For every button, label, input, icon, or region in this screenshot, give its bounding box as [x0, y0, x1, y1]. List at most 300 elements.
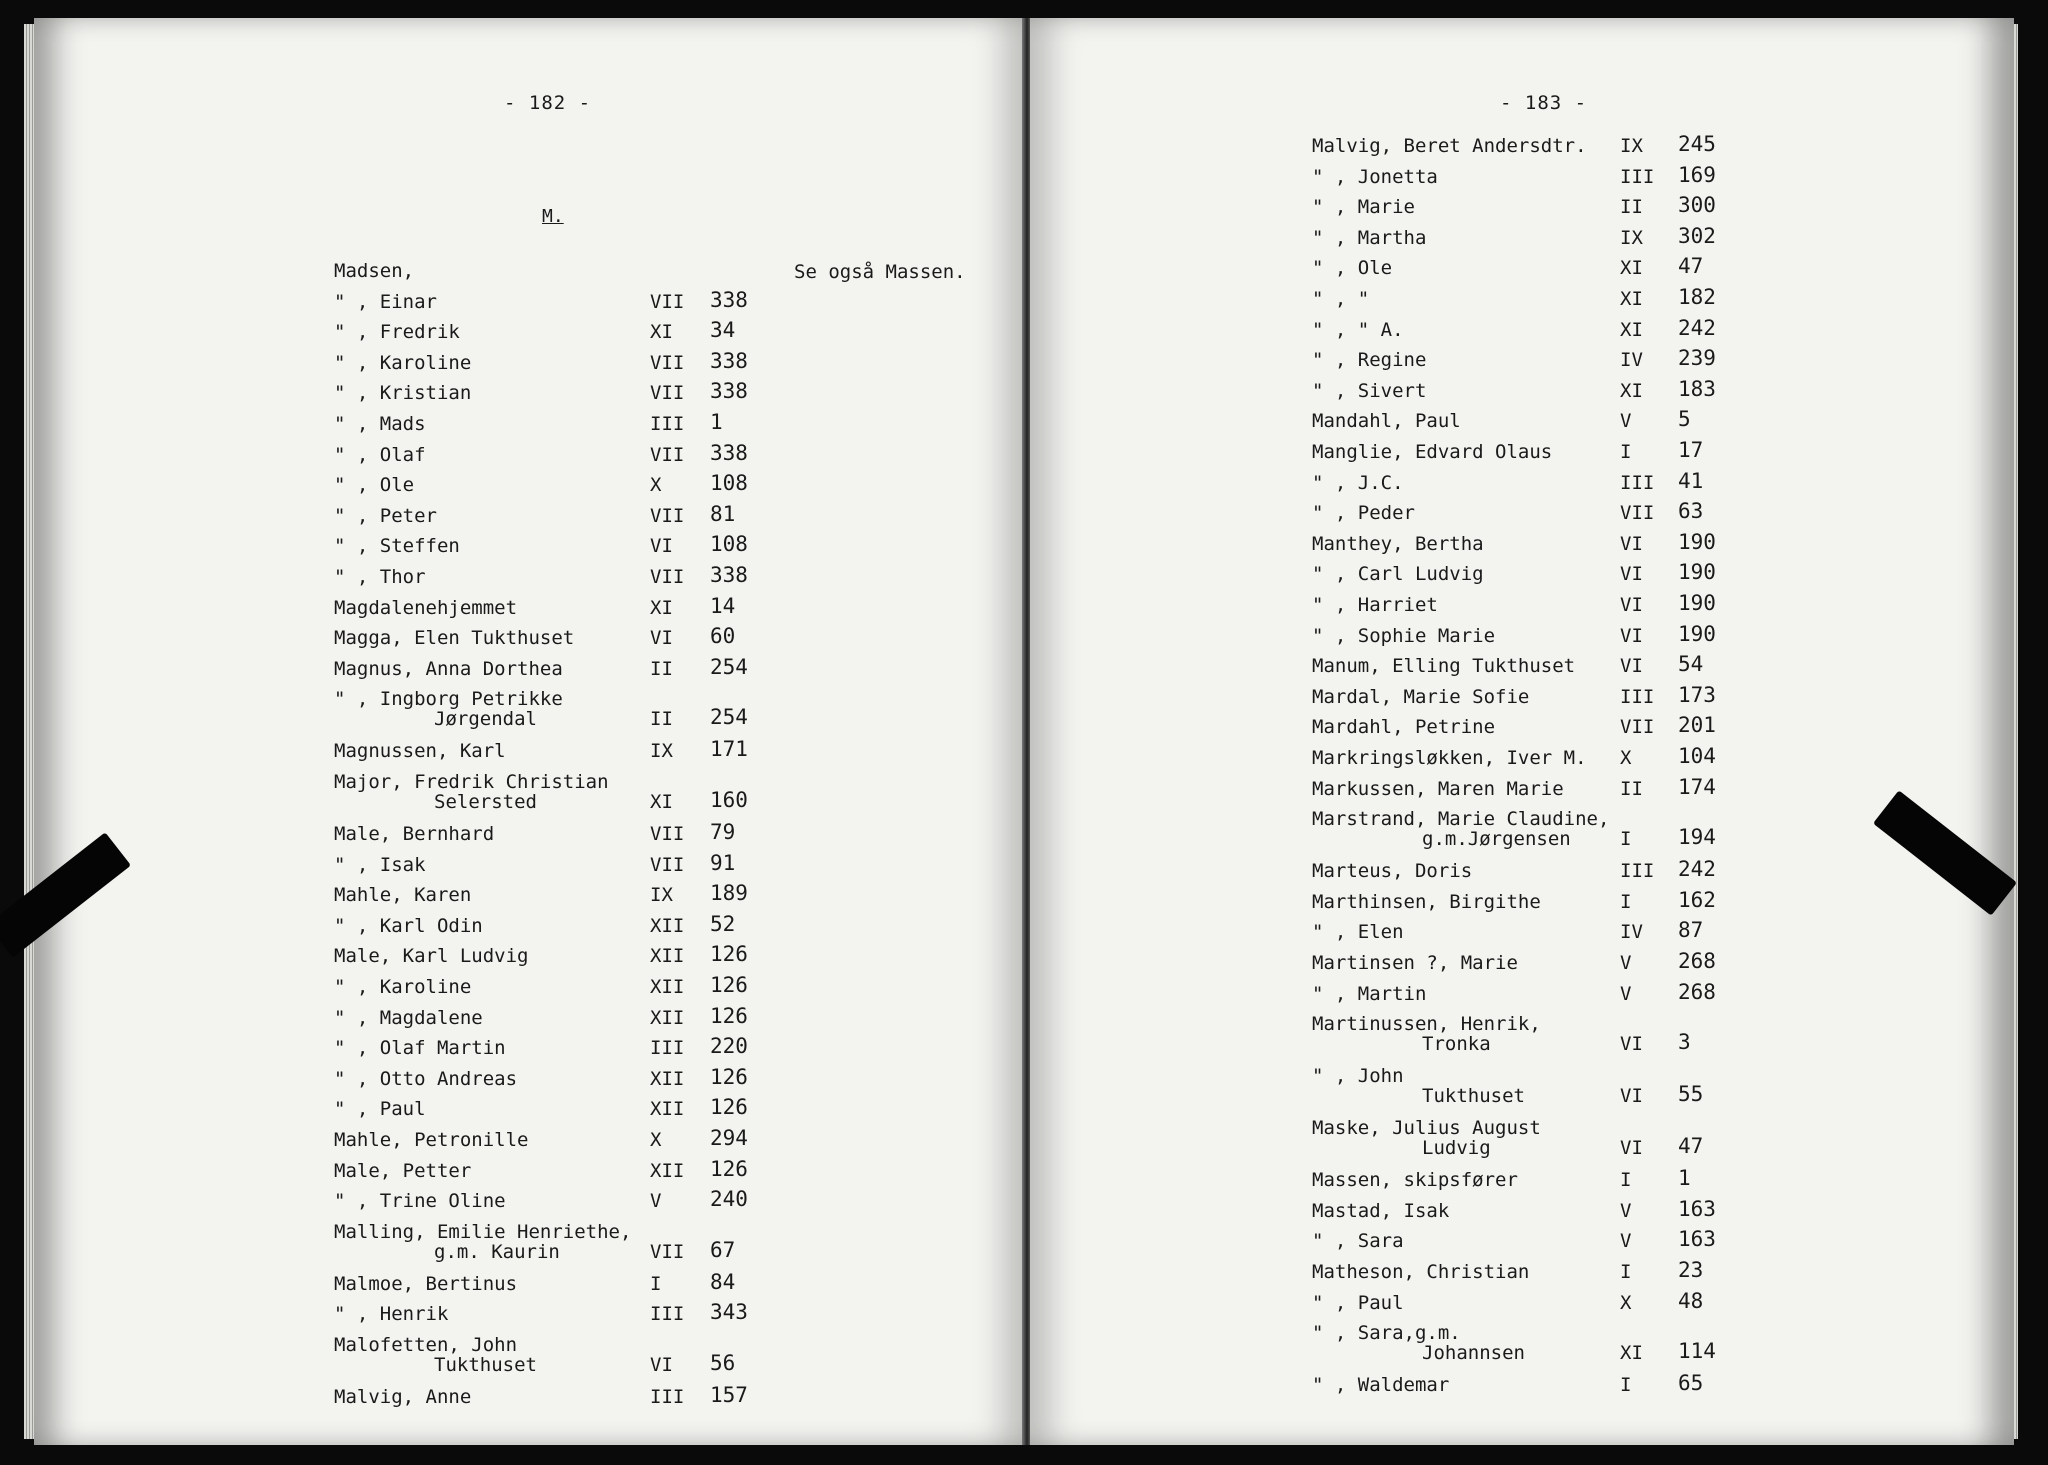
page-reference: 338	[710, 348, 748, 373]
page-reference: 126	[710, 1003, 748, 1028]
volume-number: VI	[1620, 624, 1643, 647]
entry-name: " , " A.	[1312, 318, 1404, 341]
entry-name: " , Jonetta	[1312, 165, 1438, 188]
index-entry	[334, 973, 770, 999]
entry-name-continuation: Tukthuset	[1422, 1085, 1525, 1108]
page-reference: 126	[710, 1095, 748, 1120]
page-reference: 343	[710, 1300, 748, 1325]
index-entry	[334, 689, 770, 729]
entry-name: " , Kristian	[334, 382, 472, 405]
volume-number: VII	[650, 382, 685, 405]
index-entry	[334, 1187, 770, 1213]
page-reference: 239	[1678, 346, 1716, 371]
entry-name: " , Steffen	[334, 535, 460, 558]
page-reference: 169	[1678, 162, 1716, 187]
entry-name: " , Karoline	[334, 976, 472, 999]
entry-name: " , Peder	[1312, 502, 1415, 525]
index-entry	[1312, 407, 1738, 433]
index-entry	[334, 737, 770, 763]
index-entry	[1312, 1196, 1738, 1222]
volume-number: V	[1620, 952, 1632, 975]
entry-name: " , Carl Ludvig	[1312, 563, 1484, 586]
volume-number: VI	[1620, 1137, 1643, 1160]
page-reference: 5	[1678, 407, 1691, 432]
page-reference: 65	[1678, 1371, 1704, 1396]
volume-number: X	[650, 1129, 662, 1152]
volume-number: VII	[650, 1240, 685, 1263]
index-entry	[1312, 132, 1738, 157]
index-entry	[1312, 979, 1738, 1005]
page-reference: 194	[1678, 825, 1716, 850]
index-entry	[1312, 621, 1738, 647]
page-reference: 174	[1678, 774, 1716, 799]
page-reference: 47	[1678, 254, 1704, 279]
page-reference: 190	[1678, 560, 1716, 585]
index-entry	[1312, 346, 1738, 372]
page-reference: 87	[1678, 918, 1704, 943]
volume-number: III	[650, 1037, 685, 1060]
entry-name: Marstrand, Marie Claudine,	[1312, 808, 1610, 831]
index-entry	[334, 1095, 770, 1121]
volume-number: II	[650, 708, 673, 731]
index-entry	[1312, 1014, 1738, 1054]
volume-number: XI	[1620, 379, 1643, 402]
entry-name: " , Elen	[1312, 921, 1404, 944]
volume-number: IX	[1620, 135, 1643, 157]
entry-name: " , Ingborg Petrikke	[334, 688, 563, 711]
section-heading: M.	[542, 206, 564, 227]
index-entry	[334, 410, 770, 435]
entry-name: Madsen,	[334, 260, 415, 282]
index-entry	[1312, 1371, 1738, 1397]
entry-name: " , Einar	[334, 290, 437, 313]
page-reference: 242	[1678, 315, 1716, 340]
entry-name: Male, Petter	[334, 1159, 472, 1182]
volume-number: VI	[1620, 655, 1643, 678]
volume-number: III	[650, 413, 685, 435]
volume-number: I	[1620, 1261, 1632, 1284]
volume-number: IV	[1620, 349, 1643, 372]
index-entry	[1312, 918, 1738, 944]
entry-name: " , Paul	[334, 1098, 426, 1121]
volume-number: X	[1620, 747, 1632, 769]
volume-number: XII	[650, 914, 685, 937]
page-reference: 268	[1678, 949, 1716, 974]
page-reference: 47	[1678, 1134, 1704, 1159]
entry-name: Magnus, Anna Dorthea	[334, 657, 563, 680]
page-reference: 1	[1678, 1166, 1691, 1191]
index-entry	[1312, 560, 1738, 586]
index-entry	[1312, 652, 1738, 678]
page-reference: 3	[1678, 1030, 1691, 1055]
entry-name: Malmoe, Bertinus	[334, 1272, 518, 1295]
page-reference: 163	[1678, 1227, 1716, 1252]
page-reference: 23	[1678, 1258, 1704, 1283]
volume-number: VI	[1620, 1085, 1643, 1108]
volume-number: VII	[650, 443, 685, 466]
entry-name: " , Ole	[1312, 257, 1393, 280]
index-entry	[334, 1300, 770, 1326]
volume-number: II	[1620, 196, 1643, 219]
page-reference: 126	[710, 1156, 748, 1181]
volume-number: III	[1620, 471, 1655, 494]
volume-number: VII	[650, 566, 685, 588]
entry-name-continuation: Tukthuset	[434, 1354, 537, 1377]
volume-number: II	[1620, 777, 1643, 800]
volume-number: XI	[1620, 318, 1643, 341]
volume-number: I	[1620, 1169, 1632, 1192]
left-page	[34, 18, 1024, 1445]
index-entry	[334, 1383, 770, 1409]
index-entry	[1312, 774, 1738, 800]
entry-name: Marteus, Doris	[1312, 860, 1473, 883]
cross-reference-note: Se også Massen.	[794, 261, 966, 283]
index-entry	[1312, 529, 1738, 555]
index-entry	[334, 850, 770, 876]
index-entry	[334, 654, 770, 680]
volume-number: VII	[650, 823, 685, 846]
volume-number: V	[1620, 410, 1632, 433]
index-entry	[334, 1222, 770, 1262]
entry-name: " , Peter	[334, 504, 437, 527]
entry-name: " , Regine	[1312, 349, 1427, 372]
index-entry	[1312, 744, 1738, 769]
entry-name: Manglie, Edvard Olaus	[1312, 441, 1553, 463]
entry-name: Malling, Emilie Henriethe,	[334, 1220, 632, 1243]
page-reference: 183	[1678, 376, 1716, 401]
page-reference: 338	[710, 379, 748, 404]
entry-name-continuation: Selersted	[434, 791, 537, 814]
page-reference: 245	[1678, 132, 1716, 156]
volume-number: I	[1620, 828, 1632, 851]
page-reference: 56	[710, 1351, 736, 1376]
entry-name: " , Harriet	[1312, 594, 1438, 616]
index-entry	[1312, 285, 1738, 310]
volume-number: VII	[650, 290, 685, 313]
volume-number: VII	[1620, 502, 1655, 525]
volume-number: XII	[650, 1067, 685, 1090]
entry-name: " , Karoline	[334, 351, 472, 374]
page-number: - 183 -	[1500, 92, 1588, 114]
index-entry	[334, 911, 770, 937]
page-reference: 108	[710, 471, 748, 496]
volume-number: IX	[1620, 226, 1643, 249]
volume-number: III	[1620, 860, 1655, 883]
index-entry	[1312, 193, 1738, 219]
entry-name: " , Fredrik	[334, 321, 460, 344]
entry-name: " , Magdalene	[334, 1006, 483, 1029]
index-entry	[334, 1156, 770, 1182]
volume-number: VII	[650, 351, 685, 374]
page-reference: 1	[710, 410, 723, 434]
volume-number: V	[1620, 1199, 1632, 1222]
volume-number: VI	[650, 535, 673, 558]
entry-name: " , Sivert	[1312, 379, 1427, 402]
page-reference: 14	[710, 593, 736, 618]
index-entry	[334, 261, 770, 281]
volume-number: VI	[1620, 532, 1643, 555]
index-entry	[334, 501, 770, 527]
entry-name: " , Sara	[1312, 1230, 1404, 1253]
entry-name-continuation: Ludvig	[1422, 1137, 1491, 1160]
index-entry	[1312, 376, 1738, 402]
entry-name: " , Martha	[1312, 226, 1427, 249]
index-entry	[334, 348, 770, 374]
index-entry	[334, 532, 770, 558]
entry-name: Markringsløkken, Iver M.	[1312, 747, 1587, 769]
entry-name: " , Trine Oline	[334, 1190, 506, 1213]
volume-number: V	[1620, 1230, 1632, 1253]
volume-number: III	[650, 1386, 685, 1409]
volume-number: X	[1620, 1291, 1632, 1314]
index-entry	[334, 563, 770, 588]
volume-number: VII	[650, 853, 685, 876]
volume-number: XI	[1620, 1342, 1643, 1365]
entry-name: Massen, skipsfører	[1312, 1169, 1518, 1192]
page-reference: 220	[710, 1034, 748, 1059]
entry-name: " , Waldemar	[1312, 1374, 1450, 1397]
entry-name: Manthey, Bertha	[1312, 532, 1484, 555]
entry-name: Mahle, Karen	[334, 884, 472, 907]
volume-number: VI	[650, 1354, 673, 1377]
volume-number: I	[1620, 890, 1632, 913]
volume-number: I	[1620, 441, 1632, 463]
index-entry	[1312, 887, 1738, 913]
right-page	[1030, 18, 2014, 1445]
page-reference: 254	[710, 705, 748, 730]
index-entry	[334, 1034, 770, 1060]
page-reference: 173	[1678, 682, 1716, 707]
page-reference: 338	[710, 287, 748, 312]
entry-name: Male, Karl Ludvig	[334, 945, 529, 968]
volume-number: I	[1620, 1374, 1632, 1397]
volume-number: VII	[650, 504, 685, 527]
volume-number: I	[650, 1272, 662, 1295]
page-number: - 182 -	[504, 92, 592, 114]
volume-number: XII	[650, 1006, 685, 1029]
index-entry	[1312, 591, 1738, 616]
entry-name: Mardahl, Petrine	[1312, 716, 1496, 739]
index-entry	[1312, 1288, 1738, 1314]
volume-number: V	[650, 1190, 662, 1213]
index-entries	[34, 18, 1024, 1445]
index-entry	[1312, 315, 1738, 341]
index-entry	[1312, 254, 1738, 280]
entry-name: " , John	[1312, 1065, 1404, 1088]
index-entry	[1312, 1323, 1738, 1363]
volume-number: VI	[650, 627, 673, 650]
page-reference: 81	[710, 501, 736, 526]
index-entry	[334, 287, 770, 313]
index-entry	[1312, 438, 1738, 463]
entry-name: Mandahl, Paul	[1312, 410, 1461, 433]
index-entry	[334, 1335, 770, 1375]
page-reference: 189	[710, 881, 748, 906]
volume-number: VI	[1620, 594, 1643, 616]
entry-name: Manum, Elling Tukthuset	[1312, 655, 1576, 678]
page-reference: 190	[1678, 621, 1716, 646]
page-reference: 84	[710, 1269, 736, 1294]
page-reference: 338	[710, 563, 748, 587]
page-reference: 48	[1678, 1288, 1704, 1313]
entry-name-continuation: Tronka	[1422, 1033, 1491, 1056]
page-reference: 300	[1678, 193, 1716, 218]
index-entry	[334, 440, 770, 466]
index-entries	[1030, 18, 2014, 1445]
volume-number: XII	[650, 945, 685, 968]
index-entry	[1312, 468, 1738, 494]
entry-name: " , Sophie Marie	[1312, 624, 1496, 647]
page-reference: 126	[710, 973, 748, 998]
index-entry	[334, 1126, 770, 1152]
page-reference: 79	[710, 820, 736, 845]
volume-number: IV	[1620, 921, 1643, 944]
page-reference: 163	[1678, 1196, 1716, 1221]
page-reference: 63	[1678, 499, 1704, 524]
index-entry	[334, 318, 770, 344]
entry-name: Mastad, Isak	[1312, 1199, 1450, 1222]
page-reference: 54	[1678, 652, 1704, 677]
entry-name: " , Olaf Martin	[334, 1037, 506, 1060]
volume-number: IX	[650, 884, 673, 907]
page-reference: 34	[710, 318, 736, 343]
page-reference: 182	[1678, 285, 1716, 309]
index-entry	[1312, 713, 1738, 739]
volume-number: XI	[1620, 257, 1643, 280]
entry-name: Magga, Elen Tukthuset	[334, 627, 575, 650]
index-entry	[1312, 162, 1738, 188]
index-entry	[334, 1269, 770, 1295]
index-entry	[1312, 857, 1738, 883]
index-entry	[334, 820, 770, 846]
index-entry	[334, 379, 770, 405]
page-reference: 67	[710, 1237, 736, 1262]
entry-name: Magdalenehjemmet	[334, 596, 518, 619]
entry-name: Markussen, Maren Marie	[1312, 777, 1564, 800]
volume-number: V	[1620, 982, 1632, 1005]
index-entry	[1312, 682, 1738, 708]
volume-number: XI	[650, 791, 673, 814]
volume-number: XII	[650, 1159, 685, 1182]
entry-name: " , Thor	[334, 566, 426, 588]
entry-name: Maske, Julius August	[1312, 1117, 1541, 1140]
index-entry	[334, 942, 770, 968]
index-entry	[334, 1003, 770, 1029]
index-entry	[334, 471, 770, 497]
page-reference: 201	[1678, 713, 1716, 738]
entry-name: " , Henrik	[334, 1303, 449, 1326]
page-reference: 108	[710, 532, 748, 557]
entry-name: Malvig, Beret Andersdtr.	[1312, 135, 1587, 157]
entry-name: Malvig, Anne	[334, 1386, 472, 1409]
index-entry	[334, 881, 770, 907]
entry-name: " , Sara,g.m.	[1312, 1322, 1461, 1345]
index-entry	[334, 624, 770, 650]
entry-name: Mardal, Marie Sofie	[1312, 685, 1530, 708]
page-reference: 126	[710, 942, 748, 967]
page-reference: 190	[1678, 529, 1716, 554]
entry-name-continuation: Johannsen	[1422, 1342, 1525, 1365]
entry-name: " , Isak	[334, 853, 426, 876]
index-entry	[334, 1064, 770, 1090]
page-reference: 302	[1678, 223, 1716, 248]
volume-number: III	[1620, 685, 1655, 708]
volume-number: XII	[650, 976, 685, 999]
entry-name: Mahle, Petronille	[334, 1129, 529, 1152]
volume-number: VI	[1620, 1033, 1643, 1056]
entry-name-continuation: g.m.Jørgensen	[1422, 828, 1571, 851]
index-entry	[1312, 949, 1738, 975]
entry-name: Malofetten, John	[334, 1334, 518, 1357]
entry-name-continuation: g.m. Kaurin	[434, 1240, 560, 1263]
index-entry	[1312, 1066, 1738, 1106]
index-entry	[1312, 809, 1738, 849]
page-reference: 91	[710, 850, 736, 875]
page-reference: 254	[710, 654, 748, 679]
entry-name: " , Karl Odin	[334, 914, 483, 937]
page-reference: 126	[710, 1064, 748, 1089]
page-reference: 52	[710, 911, 736, 936]
page-reference: 294	[710, 1126, 748, 1151]
entry-name: " , Ole	[334, 474, 415, 497]
index-entry	[1312, 1227, 1738, 1253]
index-entry	[334, 772, 770, 812]
entry-name: Martinussen, Henrik,	[1312, 1013, 1541, 1036]
entry-name: " , Martin	[1312, 982, 1427, 1005]
volume-number: III	[1620, 165, 1655, 188]
entry-name: Marthinsen, Birgithe	[1312, 890, 1541, 913]
page-reference: 162	[1678, 887, 1716, 912]
page-reference: 157	[710, 1383, 748, 1408]
page-reference: 55	[1678, 1082, 1704, 1107]
entry-name: " , Paul	[1312, 1291, 1404, 1314]
page-reference: 160	[710, 788, 748, 813]
entry-name: " , Mads	[334, 413, 426, 435]
index-entry	[1312, 499, 1738, 525]
entry-name: " , J.C.	[1312, 471, 1404, 494]
entry-name: Major, Fredrik Christian	[334, 771, 609, 794]
entry-name-continuation: Jørgendal	[434, 708, 537, 731]
volume-number: XI	[1620, 288, 1643, 310]
volume-number: IX	[650, 740, 673, 763]
volume-number: II	[650, 657, 673, 680]
volume-number: X	[650, 474, 662, 497]
page-reference: 338	[710, 440, 748, 465]
page-reference: 104	[1678, 744, 1716, 768]
page-reference: 114	[1678, 1339, 1716, 1364]
index-entry	[1312, 223, 1738, 249]
entry-name: Matheson, Christian	[1312, 1261, 1530, 1284]
volume-number: VII	[1620, 716, 1655, 739]
page-reference: 60	[710, 624, 736, 649]
volume-number: XI	[650, 321, 673, 344]
entry-name: " , "	[1312, 288, 1370, 310]
index-entry	[334, 593, 770, 619]
page-reference: 242	[1678, 857, 1716, 882]
page-reference: 240	[710, 1187, 748, 1212]
index-entry	[1312, 1166, 1738, 1192]
page-reference: 190	[1678, 591, 1716, 615]
page-reference: 41	[1678, 468, 1704, 493]
volume-number: XI	[650, 596, 673, 619]
entry-name: " , Marie	[1312, 196, 1415, 219]
index-entry	[1312, 1118, 1738, 1158]
volume-number: XII	[650, 1098, 685, 1121]
page-reference: 268	[1678, 979, 1716, 1004]
volume-number: III	[650, 1303, 685, 1326]
entry-name: Magnussen, Karl	[334, 740, 506, 763]
entry-name: " , Olaf	[334, 443, 426, 466]
